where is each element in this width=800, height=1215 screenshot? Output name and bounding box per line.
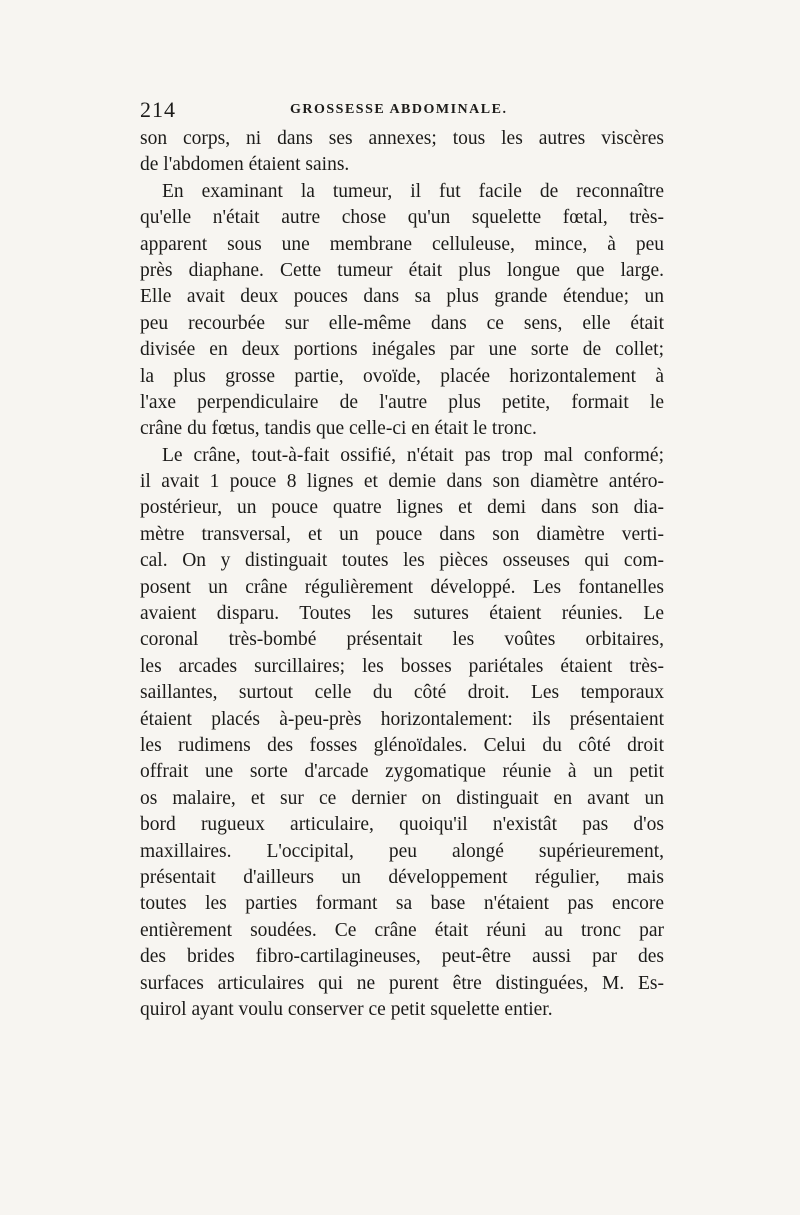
text-line: quirol ayant voulu conserver ce petit squelette entier. — [140, 998, 553, 1020]
text-line: En examinant la tumeur, il fut facile de reconnaître — [162, 180, 664, 202]
text-line: cal. On y distinguait toutes les pièces osseuses qui com- — [140, 550, 664, 572]
text-line: peu recourbée sur elle-même dans ce sens, elle était — [140, 312, 664, 334]
text-line: près diaphane. Cette tumeur était plus longue que large. — [140, 259, 664, 281]
text-line: Le crâne, tout-à-fait ossifié, n'était pas trop mal conformé; — [162, 444, 664, 466]
text-line: toutes les parties formant sa base n'étaient pas encore — [140, 893, 664, 915]
text-line: postérieur, un pouce quatre lignes et demi dans son dia- — [140, 497, 664, 519]
text-line: de l'abdomen étaient sains. — [140, 154, 350, 176]
text-line: mètre transversal, et un pouce dans son diamètre verti- — [140, 523, 664, 545]
body-text — [140, 126, 664, 1023]
text-line: crâne du fœtus, tandis que celle-ci en était le tronc. — [140, 418, 537, 440]
text-line: posent un crâne régulièrement développé. Les fontanelles — [140, 576, 664, 598]
text-line: la plus grosse partie, ovoïde, placée horizontalement à — [140, 365, 664, 387]
text-line: coronal très-bombé présentait les voûtes orbitaires, — [140, 629, 664, 651]
text-line: qu'elle n'était autre chose qu'un squelette fœtal, très- — [140, 207, 664, 229]
text-line: présentait d'ailleurs un développement régulier, mais — [140, 866, 664, 888]
text-line: son corps, ni dans ses annexes; tous les autres viscères — [140, 128, 664, 149]
text-line: étaient placés à-peu-près horizontalement: ils présentaient — [140, 708, 664, 730]
text-line: divisée en deux portions inégales par une sorte de collet; — [140, 339, 664, 361]
text-line: saillantes, surtout celle du côté droit. Les temporaux — [140, 682, 664, 704]
text-line: Elle avait deux pouces dans sa plus grande étendue; un — [140, 286, 664, 308]
text-line: avaient disparu. Toutes les sutures étaient réunies. Le — [140, 603, 664, 625]
text-line: bord rugueux articulaire, quoiqu'il n'existât pas d'os — [140, 814, 664, 836]
text-line: apparent sous une membrane celluleuse, mince, à peu — [140, 233, 664, 255]
text-line: surfaces articulaires qui ne purent être distinguées, M. Es- — [140, 972, 664, 994]
running-title: GROSSESSE ABDOMINALE. — [290, 102, 508, 117]
text-line: l'axe perpendiculaire de l'autre plus petite, formait le — [140, 391, 664, 413]
text-line: les arcades surcillaires; les bosses pariétales étaient très- — [140, 655, 664, 677]
text-line: les rudimens des fosses glénoïdales. Celui du côté droit — [140, 734, 664, 756]
text-line: os malaire, et sur ce dernier on distinguait en avant un — [140, 787, 664, 809]
page-number: 214 — [140, 97, 176, 122]
text-line: des brides fibro-cartilagineuses, peut-être aussi par des — [140, 946, 664, 968]
text-line: maxillaires. L'occipital, peu alongé supérieurement, — [140, 840, 664, 862]
text-line: entièrement soudées. Ce crâne était réuni au tronc par — [140, 919, 664, 941]
text-line: offrait une sorte d'arcade zygomatique réunie à un petit — [140, 761, 664, 783]
text-line: il avait 1 pouce 8 lignes et demie dans son diamètre antéro- — [140, 471, 664, 493]
page-header — [140, 97, 663, 127]
